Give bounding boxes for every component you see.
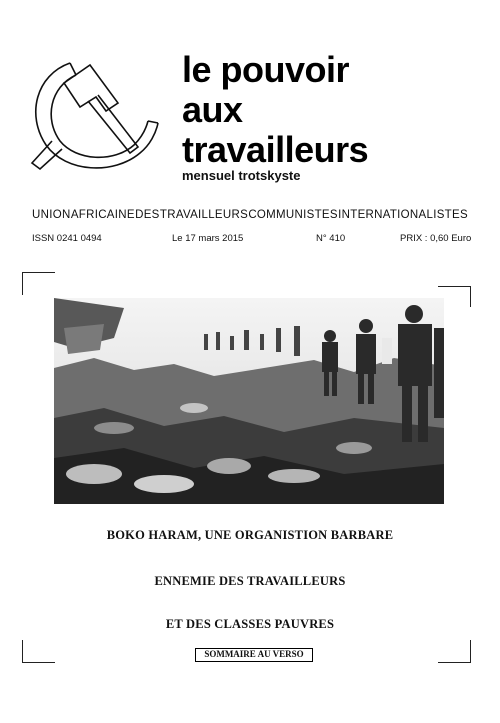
hammer-and-sickle-icon xyxy=(18,45,168,175)
frame-corner-top-left xyxy=(22,272,55,295)
headline-2: ENNEMIE DES TRAVAILLEURS xyxy=(154,574,346,588)
issue-date: Le 17 mars 2015 xyxy=(172,233,244,244)
organisation-word: INTERNATIONALISTES xyxy=(338,209,468,221)
organisation-word: COMMUNISTES xyxy=(248,209,338,221)
organisation-name xyxy=(32,209,468,221)
masthead-title-line-2: aux xyxy=(182,89,243,130)
headline-1: BOKO HARAM, UNE ORGANISTION BARBARE xyxy=(106,528,394,542)
headline-3: ET DES CLASSES PAUVRES xyxy=(165,617,335,631)
masthead-title-line-3: travailleurs xyxy=(182,129,369,170)
summary-on-back-box: SOMMAIRE AU VERSO xyxy=(195,648,313,662)
issn-number: ISSN 0241 0494 xyxy=(32,233,102,244)
issue-number: N° 410 xyxy=(316,233,346,244)
masthead-subtitle: mensuel trotskyste xyxy=(182,168,301,183)
organisation-word: UNION xyxy=(32,209,71,221)
news-photo-image xyxy=(54,298,444,504)
frame-corner-bottom-right xyxy=(438,640,471,663)
organisation-word: DES xyxy=(135,209,160,221)
issue-price: PRIX : 0,60 Euro xyxy=(400,233,472,244)
organisation-word: TRAVAILLEURS xyxy=(159,209,249,221)
masthead-title-line-1: le pouvoir xyxy=(182,49,350,90)
frame-corner-bottom-left xyxy=(22,640,55,663)
organisation-word: AFRICAINE xyxy=(70,209,135,221)
